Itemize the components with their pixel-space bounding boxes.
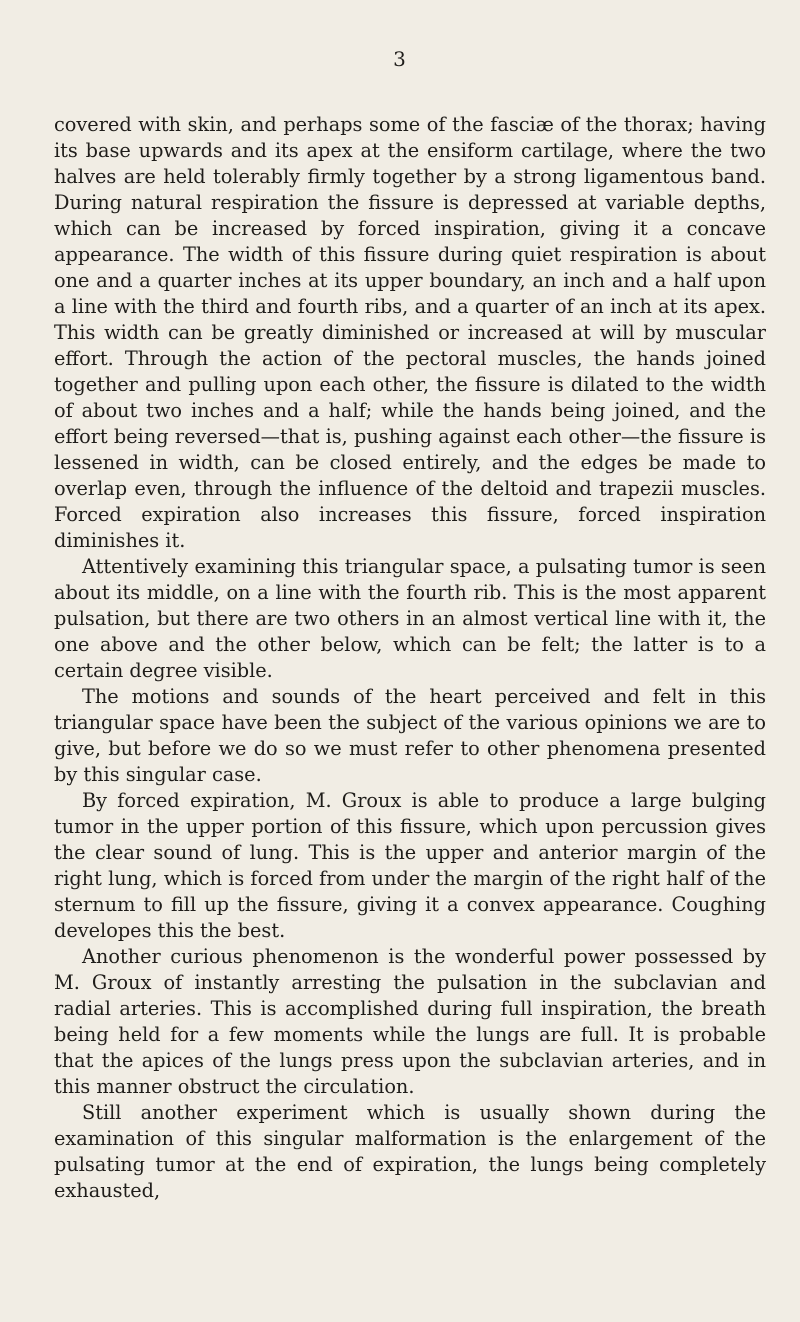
paragraph-2: Attentively examining this triangular space, a pulsating tumor is seen about its middle, on a line with the fourth rib. This is the most apparent pulsation, but there are two others in an almost vertical line with it, the one above and the other below, which can be felt; the latter is to a certain degree visible. xyxy=(54,555,766,682)
paragraph-4: By forced expiration, M. Groux is able to produce a large bulging tumor in the upper portion of this fissure, which upon percussion gives the clear sound of lung. This is the upper and anterior margin of the right lung, which is forced from under the margin of the right half of the sternum to fill up the fissure, giving it a convex appearance. Coughing developes this the best. xyxy=(54,789,766,942)
paragraph-6: Still another experiment which is usually shown during the examination of this singular malformation is the enlargement of the pulsating tumor at the end of expiration, the lungs being completely exhausted, xyxy=(54,1101,766,1202)
paragraph-5: Another curious phenomenon is the wonderful power possessed by M. Groux of instantly arresting the pulsation in the subclavian and radial arteries. This is accomplished during full inspiration, the breath being held for a few moments while the lungs are full. It is probable that the apices of the lungs press upon the subclavian arteries, and in this manner obstruct the circulation. xyxy=(54,945,766,1098)
paragraph-3: The motions and sounds of the heart perceived and felt in this triangular space have been the subject of the various opinions we are to give, but before we do so we must refer to other phenomena presented by this singular case. xyxy=(54,685,766,786)
body-text xyxy=(54,112,766,1204)
paragraph-1: covered with skin, and perhaps some of the fasciæ of the thorax; having its base upwards and its apex at the ensiform cartilage, where the two halves are held tolerably firmly together by a strong ligamentous band. During natural respiration the fissure is depressed at variable depths, which can be increased by forced inspiration, giving it a concave appearance. The width of this fissure during quiet respiration is about one and a quarter inches at its upper boundary, an inch and a half upon a line with the third and fourth ribs, and a quarter of an inch at its apex. This width can be greatly diminished or increased at will by muscular effort. Through the action of the pectoral muscles, the hands joined together and pulling upon each other, the fissure is dilated to the width of about two inches and a half; while the hands being joined, and the effort being reversed—that is, pushing against each other—the fissure is lessened in width, can be closed entirely, and the edges be made to overlap even, through the influence of the deltoid and trapezii muscles. Forced expiration also increases this fissure, forced inspiration diminishes it. xyxy=(54,113,766,552)
page-number: 3 xyxy=(393,47,407,71)
